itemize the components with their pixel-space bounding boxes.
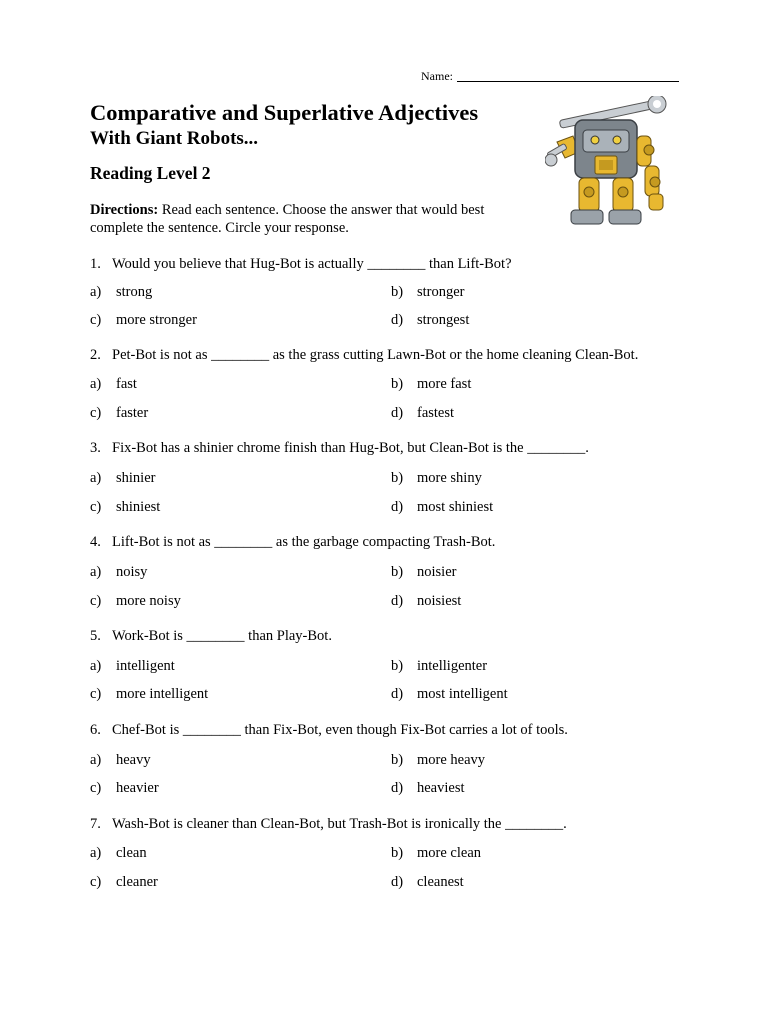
option-letter: b): [391, 564, 404, 580]
option-letter: b): [391, 470, 404, 486]
directions-label: Directions:: [90, 202, 159, 218]
question-2: [90, 345, 690, 423]
answer-option-b[interactable]: [391, 468, 482, 488]
directions-text: Read each sentence. Choose the answer that would best complete the sentence. Circle your response.: [90, 202, 485, 236]
option-text: more clean: [417, 845, 482, 861]
option-letter: d): [391, 499, 404, 515]
question-sentence: Chef-Bot is ________ than Fix-Bot, even though Fix-Bot carries a lot of tools.: [112, 722, 568, 738]
option-letter: d): [391, 312, 404, 328]
name-label: Name:: [421, 69, 453, 83]
robot-icon: [545, 96, 677, 230]
option-text: noisier: [417, 564, 457, 580]
answer-option-d[interactable]: [391, 310, 469, 330]
option-letter: a): [90, 658, 102, 674]
option-letter: c): [90, 593, 102, 609]
option-text: cleaner: [116, 874, 158, 890]
question-text: [90, 345, 690, 365]
question-4: [90, 532, 690, 611]
option-text: clean: [116, 845, 147, 861]
answer-option-d[interactable]: [391, 778, 465, 798]
option-text: noisiest: [417, 593, 462, 609]
option-text: heavier: [116, 780, 159, 796]
option-text: shiniest: [116, 499, 161, 515]
option-text: strongest: [417, 312, 470, 328]
option-letter: d): [391, 405, 404, 421]
answer-option-d[interactable]: [391, 684, 508, 704]
option-text: faster: [116, 405, 149, 421]
question-3: [90, 438, 690, 517]
answer-option-a[interactable]: [90, 374, 137, 394]
question-number: 5.: [90, 628, 101, 644]
option-letter: a): [90, 470, 102, 486]
option-text: fastest: [417, 405, 455, 421]
name-field[interactable]: [421, 69, 679, 84]
option-text: most shiniest: [417, 499, 494, 515]
question-text: [90, 438, 690, 458]
answer-option-a[interactable]: [90, 562, 147, 582]
page-title: Comparative and Superlative Adjectives: [90, 100, 479, 125]
option-text: noisy: [116, 564, 148, 580]
question-text: [90, 532, 690, 552]
answer-option-d[interactable]: [391, 403, 454, 423]
question-number: 4.: [90, 534, 101, 550]
option-letter: a): [90, 845, 102, 861]
option-letter: b): [391, 752, 404, 768]
answer-option-b[interactable]: [391, 843, 481, 863]
option-text: more shiny: [417, 470, 482, 486]
question-7: [90, 814, 690, 892]
answer-option-a[interactable]: [90, 282, 152, 302]
question-6: [90, 720, 690, 798]
answer-option-d[interactable]: [391, 872, 464, 892]
option-text: more stronger: [116, 312, 197, 328]
option-letter: d): [391, 780, 404, 796]
option-text: heavy: [116, 752, 151, 768]
option-letter: c): [90, 499, 102, 515]
answer-option-c[interactable]: [90, 403, 148, 423]
option-letter: c): [90, 874, 102, 890]
question-number: 3.: [90, 440, 101, 456]
answer-option-b[interactable]: [391, 750, 485, 770]
answer-option-b[interactable]: [391, 374, 471, 394]
option-letter: b): [391, 284, 404, 300]
question-text: [90, 720, 690, 740]
option-text: cleanest: [417, 874, 464, 890]
option-letter: d): [391, 874, 404, 890]
answer-option-c[interactable]: [90, 591, 181, 611]
option-text: intelligenter: [417, 658, 488, 674]
option-letter: c): [90, 312, 102, 328]
question-sentence: Would you believe that Hug-Bot is actually ________ than Lift-Bot?: [112, 256, 512, 272]
option-text: strong: [116, 284, 153, 300]
option-letter: d): [391, 686, 404, 702]
answer-option-c[interactable]: [90, 684, 208, 704]
option-letter: b): [391, 845, 404, 861]
question-number: 6.: [90, 722, 101, 738]
answer-option-d[interactable]: [391, 497, 493, 517]
option-letter: a): [90, 564, 102, 580]
question-sentence: Wash-Bot is cleaner than Clean-Bot, but Trash-Bot is ironically the ________.: [112, 816, 567, 832]
answer-option-b[interactable]: [391, 656, 487, 676]
option-letter: a): [90, 376, 102, 392]
option-text: more heavy: [417, 752, 486, 768]
option-letter: d): [391, 593, 404, 609]
option-text: shinier: [116, 470, 156, 486]
question-number: 7.: [90, 816, 101, 832]
question-1: [90, 254, 690, 330]
question-sentence: Fix-Bot has a shinier chrome finish than Hug-Bot, but Clean-Bot is the ________.: [112, 440, 589, 456]
option-letter: b): [391, 376, 404, 392]
option-letter: a): [90, 752, 102, 768]
option-letter: c): [90, 405, 102, 421]
question-sentence: Lift-Bot is not as ________ as the garbage compacting Trash-Bot.: [112, 534, 496, 550]
option-letter: a): [90, 284, 102, 300]
answer-option-b[interactable]: [391, 562, 456, 582]
option-text: intelligent: [116, 658, 175, 674]
question-sentence: Pet-Bot is not as ________ as the grass cutting Lawn-Bot or the home cleaning Clean-Bot.: [112, 347, 639, 363]
option-text: more noisy: [116, 593, 181, 609]
question-text: [90, 254, 690, 274]
question-sentence: Work-Bot is ________ than Play-Bot.: [112, 628, 332, 644]
answer-option-c[interactable]: [90, 310, 197, 330]
option-letter: b): [391, 658, 404, 674]
answer-option-d[interactable]: [391, 591, 461, 611]
directions: [90, 201, 510, 237]
question-number: 2.: [90, 347, 101, 363]
option-text: more intelligent: [116, 686, 209, 702]
answer-option-a[interactable]: [90, 750, 151, 770]
answer-option-a[interactable]: [90, 843, 147, 863]
answer-option-c[interactable]: [90, 778, 159, 798]
answer-option-a[interactable]: [90, 468, 155, 488]
answer-option-c[interactable]: [90, 497, 160, 517]
option-text: heaviest: [417, 780, 465, 796]
answer-option-c[interactable]: [90, 872, 158, 892]
question-5: [90, 626, 690, 704]
question-text: [90, 814, 690, 834]
option-text: most intelligent: [417, 686, 508, 702]
question-number: 1.: [90, 256, 101, 272]
option-letter: c): [90, 686, 102, 702]
option-text: stronger: [417, 284, 465, 300]
name-blank-line[interactable]: [457, 69, 679, 82]
page-subtitle: With Giant Robots...: [90, 128, 259, 149]
answer-option-b[interactable]: [391, 282, 465, 302]
option-letter: c): [90, 780, 102, 796]
reading-level: Reading Level 2: [90, 163, 211, 183]
question-text: [90, 626, 690, 646]
option-text: more fast: [417, 376, 472, 392]
answer-option-a[interactable]: [90, 656, 175, 676]
option-text: fast: [116, 376, 137, 392]
